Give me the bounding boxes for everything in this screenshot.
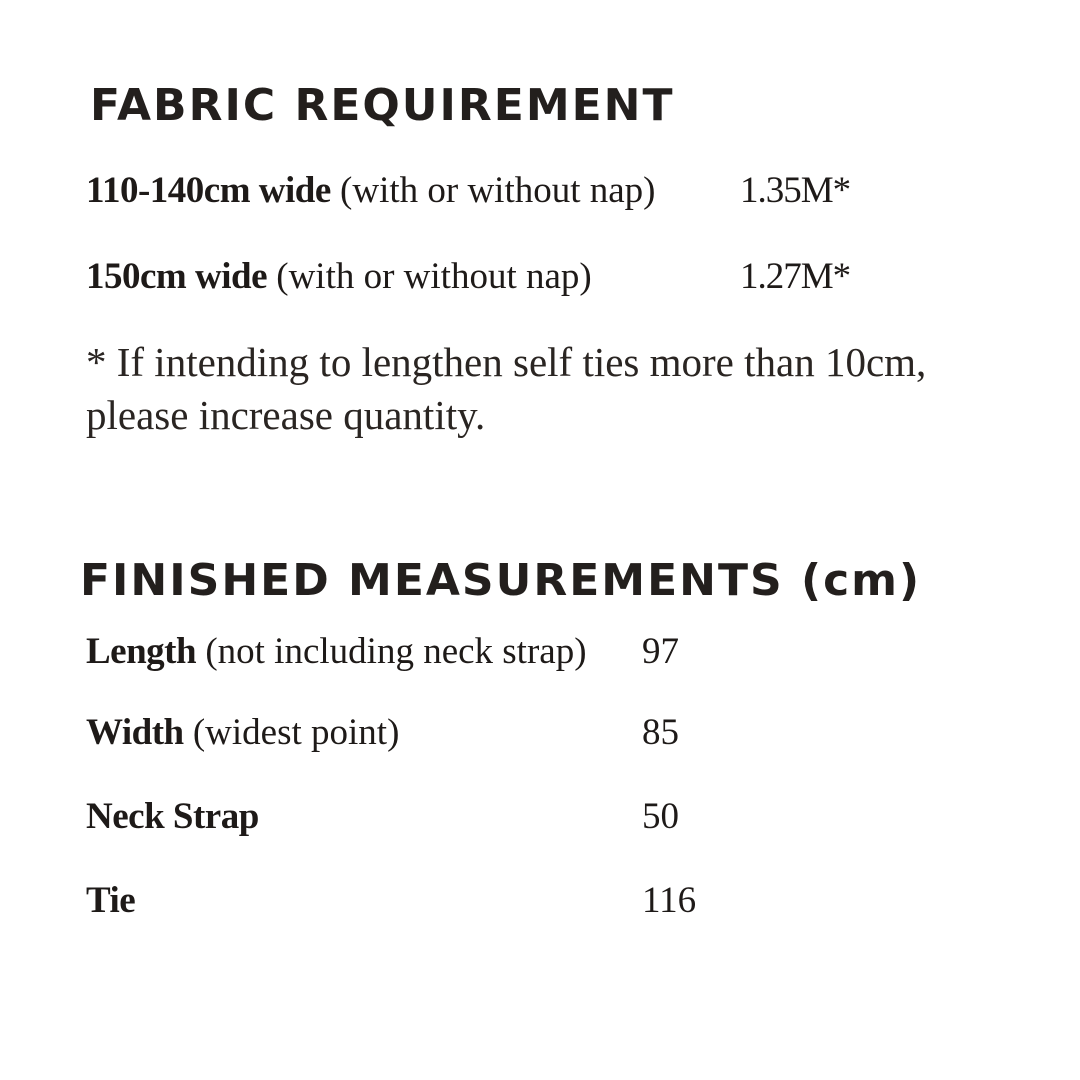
measurement-label: Tie <box>86 880 136 921</box>
fabric-quantity: 1.35M* <box>740 170 851 211</box>
fabric-row-description <box>86 256 592 297</box>
measurement-value: 116 <box>642 880 697 921</box>
measurement-description <box>86 880 135 921</box>
measurement-row <box>86 796 679 837</box>
finished-measurements-heading: FINISHED MEASUREMENTS (cm) <box>80 555 922 606</box>
fabric-width-label: 150cm wide <box>86 256 267 297</box>
measurement-row <box>86 631 679 672</box>
fabric-row-description <box>86 170 656 211</box>
measurement-label: Width <box>86 712 184 753</box>
measurement-detail: (not including neck strap) <box>205 631 587 672</box>
fabric-footnote-line-1: * If intending to lengthen self ties more than 10cm, <box>86 339 927 385</box>
measurement-value: 50 <box>642 796 679 837</box>
measurement-value: 85 <box>642 712 679 753</box>
measurement-description <box>86 796 259 837</box>
measurement-detail: (widest point) <box>192 712 400 753</box>
measurement-label: Length <box>86 631 197 672</box>
fabric-footnote <box>86 336 926 442</box>
measurement-row <box>86 880 697 921</box>
fabric-nap-detail: (with or without nap) <box>340 170 656 211</box>
measurement-description <box>86 712 399 753</box>
measurement-label: Neck Strap <box>86 796 259 837</box>
fabric-requirement-heading: FABRIC REQUIREMENT <box>90 80 675 131</box>
measurement-description <box>86 631 587 672</box>
fabric-row <box>86 256 851 297</box>
fabric-width-label: 110-140cm wide <box>86 170 331 211</box>
fabric-footnote-line-2: please increase quantity. <box>86 392 486 438</box>
fabric-nap-detail: (with or without nap) <box>276 256 592 297</box>
fabric-row <box>86 170 851 211</box>
measurement-row <box>86 712 679 753</box>
measurement-value: 97 <box>642 631 679 672</box>
fabric-quantity: 1.27M* <box>740 256 851 297</box>
